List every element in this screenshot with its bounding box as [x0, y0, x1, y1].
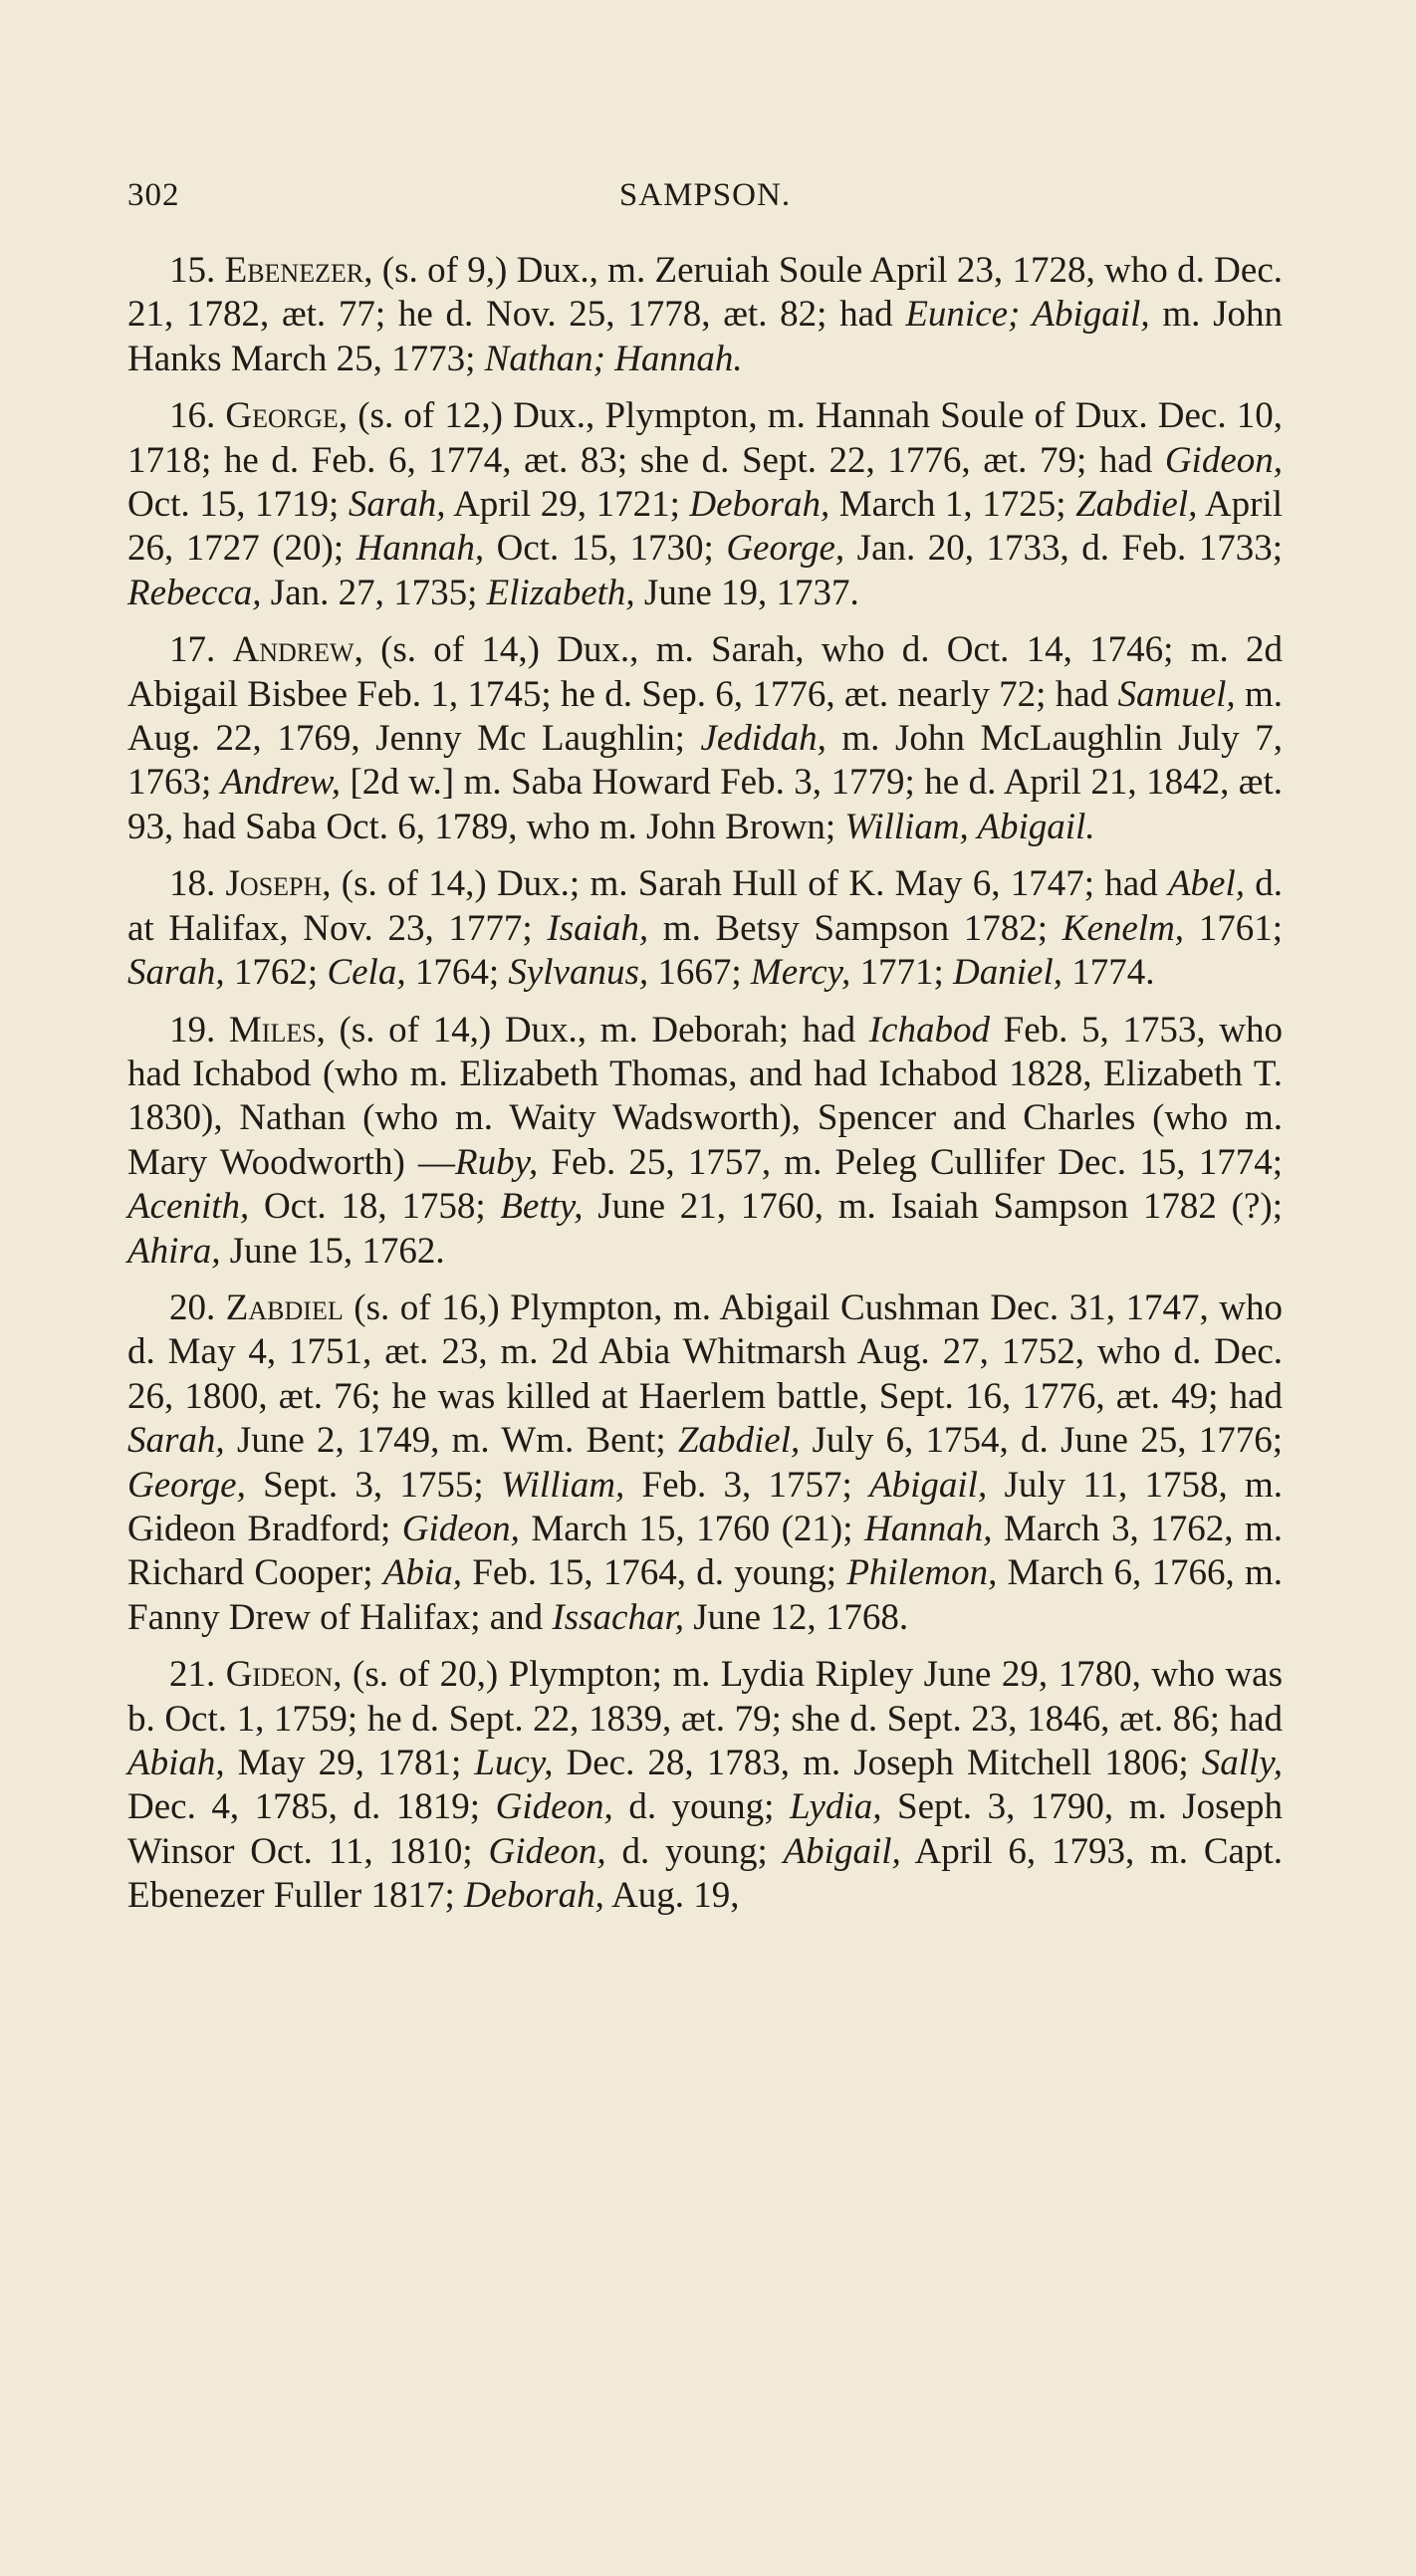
child-name: Sarah, [348, 484, 446, 526]
entry-text: Aug. 19, [603, 1875, 740, 1917]
genealogy-entry [127, 394, 1283, 615]
child-name: Gideon, [1164, 439, 1283, 481]
child-name: Kenelm, [1062, 907, 1185, 949]
child-name: Gideon, [488, 1830, 606, 1872]
entry-text: Feb. 5, 1753, who had Ichabod (who m. Elizabeth Thomas, and had Ichabod 1828, Elizabeth T. 1830), Nathan (who m. Waity Wadsworth), Spencer and Charles (who m. Mary Woodworth) — [127, 1009, 1284, 1183]
entry-text: Jan. 20, 1733, d. Feb. 1733; [844, 528, 1283, 570]
child-name: George, [726, 528, 845, 570]
entry-text: 18. [169, 863, 226, 905]
child-name: Ahira, [127, 1230, 221, 1272]
entry-text: Feb. 3, 1757; [624, 1464, 869, 1506]
entry-text: April 29, 1721; [445, 484, 690, 526]
page-header [127, 177, 1283, 227]
entry-text: 1771; [850, 952, 954, 994]
entry-text: Oct. 15, 1719; [127, 484, 349, 526]
child-name: William, Abigail. [844, 806, 1095, 847]
entry-text: May 29, 1781; [224, 1743, 475, 1783]
entry-text: 1774. [1062, 952, 1155, 994]
child-name: Issachar, [552, 1596, 684, 1638]
entry-text: Dec. 28, 1783, m. Joseph Mitchell 1806; [553, 1743, 1202, 1783]
child-name: Zabdiel, [1075, 484, 1198, 526]
entry-text: March 6, 1766, m. Fanny Drew of Halifax; and [127, 1552, 1283, 1638]
entry-text: m. Aug. 22, 1769, Jenny Mc Laughlin; [127, 673, 1284, 760]
entry-text: 16. [169, 395, 226, 437]
entry-text: Oct. 15, 1730; [484, 528, 727, 570]
child-name: Eunice; Abigail, [905, 294, 1150, 336]
entry-text: 17. [169, 629, 233, 671]
entry-text: 21. [169, 1654, 226, 1696]
child-name: Cela, [327, 952, 406, 994]
child-name: Jedidah, [700, 718, 826, 760]
child-name: Elizabeth, [486, 572, 635, 613]
entry-text: , (s. of 14,) Dux., m. Sarah, who d. Oct. 14, 1746; m. 2d Abigail Bisbee Feb. 1, 1745; he d. Sep. 6, 1776, æt. nearly 72; had [127, 629, 1284, 715]
child-name: Sarah, [127, 1420, 225, 1462]
child-name: Lucy, [474, 1743, 554, 1783]
entry-text: March 3, 1762, m. Richard Cooper; [127, 1508, 1283, 1594]
child-name: Abia, [382, 1552, 462, 1594]
entry-text: April 6, 1793, m. Capt. Ebenezer Fuller 1817; [127, 1830, 1283, 1917]
entry-text: 1762; [224, 952, 328, 994]
entry-text: Dec. 4, 1785, d. 1819; [127, 1786, 496, 1828]
entry-text: July 11, 1758, m. Gideon Bradford; [127, 1464, 1284, 1549]
child-name: Samuel, [1117, 673, 1236, 715]
entry-text: d. young; [605, 1830, 784, 1872]
person-name: Zabdiel [225, 1287, 344, 1328]
entry-text: m. Betsy Sampson 1782; [648, 907, 1062, 949]
child-name: Abigail, [783, 1830, 901, 1872]
child-name: Hannah, [355, 528, 485, 570]
entry-text: June 12, 1768. [684, 1596, 909, 1638]
child-name: Nathan; Hannah. [484, 338, 743, 379]
child-name: Betty, [500, 1186, 584, 1228]
child-name: Deborah, [689, 484, 830, 526]
entry-text: Sept. 3, 1755; [245, 1464, 501, 1506]
entry-text: d. young; [612, 1786, 791, 1828]
entry-text: 1761; [1184, 907, 1283, 949]
genealogy-entry [127, 1009, 1283, 1274]
entry-text: m. John Hanks March 25, 1773; [127, 294, 1283, 379]
child-name: Zabdiel, [677, 1420, 801, 1462]
child-name: William, [500, 1464, 625, 1506]
entry-text: , (s. of 20,) Plympton; m. Lydia Ripley June 29, 1780, who was b. Oct. 1, 1759; he d. Sept. 22, 1839, æt. 79; she d. Sept. 23, 1846, æt. 86; had [127, 1654, 1283, 1740]
entry-text: March 1, 1725; [829, 484, 1076, 526]
child-name: Deborah, [464, 1875, 604, 1917]
genealogy-entry [127, 1287, 1283, 1640]
entry-text: 1764; [405, 952, 509, 994]
genealogy-entry [127, 1653, 1283, 1918]
entry-text: July 6, 1754, d. June 25, 1776; [800, 1420, 1284, 1462]
person-name: George [225, 395, 339, 437]
entry-text: [2d w.] m. Saba Howard Feb. 3, 1779; he d. April 21, 1842, æt. 93, had Saba Oct. 6, 1789, who m. John Brown; [127, 762, 1283, 847]
entry-text: m. John McLaughlin July 7, 1763; [127, 718, 1283, 804]
person-name: Miles [228, 1009, 317, 1051]
person-name: Andrew [232, 629, 354, 671]
child-name: Philemon, [846, 1552, 998, 1594]
person-name: Joseph [225, 863, 323, 905]
child-name: Acenith, [127, 1186, 250, 1228]
child-name: Gideon, [495, 1786, 613, 1828]
entry-text: , (s. of 12,) Dux., Plympton, m. Hannah Soule of Dux. Dec. 10, 1718; he d. Feb. 6, 1774, æt. 83; she d. Sept. 22, 1776, æt. 79; had [127, 395, 1284, 481]
running-title: SAMPSON. [618, 177, 792, 213]
person-name: Gideon [225, 1654, 334, 1696]
child-name: Abigail, [869, 1464, 988, 1506]
entry-text: 15. [169, 250, 225, 291]
entry-text: March 15, 1760 (21); [519, 1508, 865, 1549]
entry-text: June 2, 1749, m. Wm. Bent; [224, 1420, 678, 1462]
child-name: George, [127, 1464, 246, 1506]
entry-text: 20. [169, 1287, 226, 1328]
child-name: Rebecca, [127, 572, 262, 613]
child-name: Sylvanus, [508, 952, 649, 994]
child-name: Abiah, [127, 1743, 225, 1783]
child-name: Mercy, [750, 952, 851, 994]
child-name: Hannah, [864, 1508, 993, 1549]
entry-text: , (s. of 14,) Dux., m. Deborah; had [316, 1009, 869, 1051]
entry-text: June 19, 1737. [634, 572, 859, 613]
child-name: Sally, [1201, 1743, 1283, 1783]
genealogy-entries [127, 249, 1283, 1932]
child-name: Ruby, [455, 1141, 539, 1183]
entry-text: Feb. 15, 1764, d. young; [461, 1552, 847, 1594]
child-name: Andrew, [220, 762, 341, 804]
child-name: Ichabod [868, 1009, 990, 1051]
child-name: Gideon, [401, 1508, 520, 1549]
entry-text: d. at Halifax, Nov. 23, 1777; [127, 863, 1284, 949]
genealogy-entry [127, 862, 1283, 995]
entry-text: Jan. 27, 1735; [261, 572, 487, 613]
child-name: Lydia, [790, 1786, 882, 1828]
child-name: Abel, [1167, 863, 1245, 905]
child-name: Daniel, [953, 952, 1062, 994]
entry-text: Sept. 3, 1790, m. Joseph Winsor Oct. 11, 1810; [127, 1786, 1284, 1872]
person-name: Ebenezer [224, 250, 364, 291]
genealogy-entry [127, 249, 1283, 381]
entry-text: June 21, 1760, m. Isaiah Sampson 1782 (?); [583, 1186, 1283, 1228]
genealogy-entry [127, 628, 1283, 849]
entry-text: , (s. of 14,) Dux.; m. Sarah Hull of K. May 6, 1747; had [322, 863, 1168, 905]
entry-text: , (s. of 9,) Dux., m. Zeruiah Soule April 23, 1728, who d. Dec. 21, 1782, æt. 77; he d. Nov. 25, 1778, æt. 82; had [127, 250, 1284, 336]
entry-text: Feb. 25, 1757, m. Peleg Cullifer Dec. 15, 1774; [538, 1141, 1283, 1183]
entry-text: June 15, 1762. [220, 1230, 445, 1272]
entry-text: Oct. 18, 1758; [249, 1186, 501, 1228]
entry-text: (s. of 16,) Plympton, m. Abigail Cushman Dec. 31, 1747, who d. May 4, 1751, æt. 23, m. 2d Abia Whitmarsh Aug. 27, 1752, who d. Dec. 26, 1800, æt. 76; he was killed at Haerlem battle, Sept. 16, 1776, æt. 49; had [127, 1287, 1283, 1417]
entry-text: 19. [169, 1009, 229, 1051]
page-number: 302 [127, 177, 180, 213]
child-name: Sarah, [127, 952, 225, 994]
child-name: Isaiah, [547, 907, 649, 949]
entry-text: April 26, 1727 (20); [127, 484, 1284, 570]
entry-text: 1667; [648, 952, 751, 994]
